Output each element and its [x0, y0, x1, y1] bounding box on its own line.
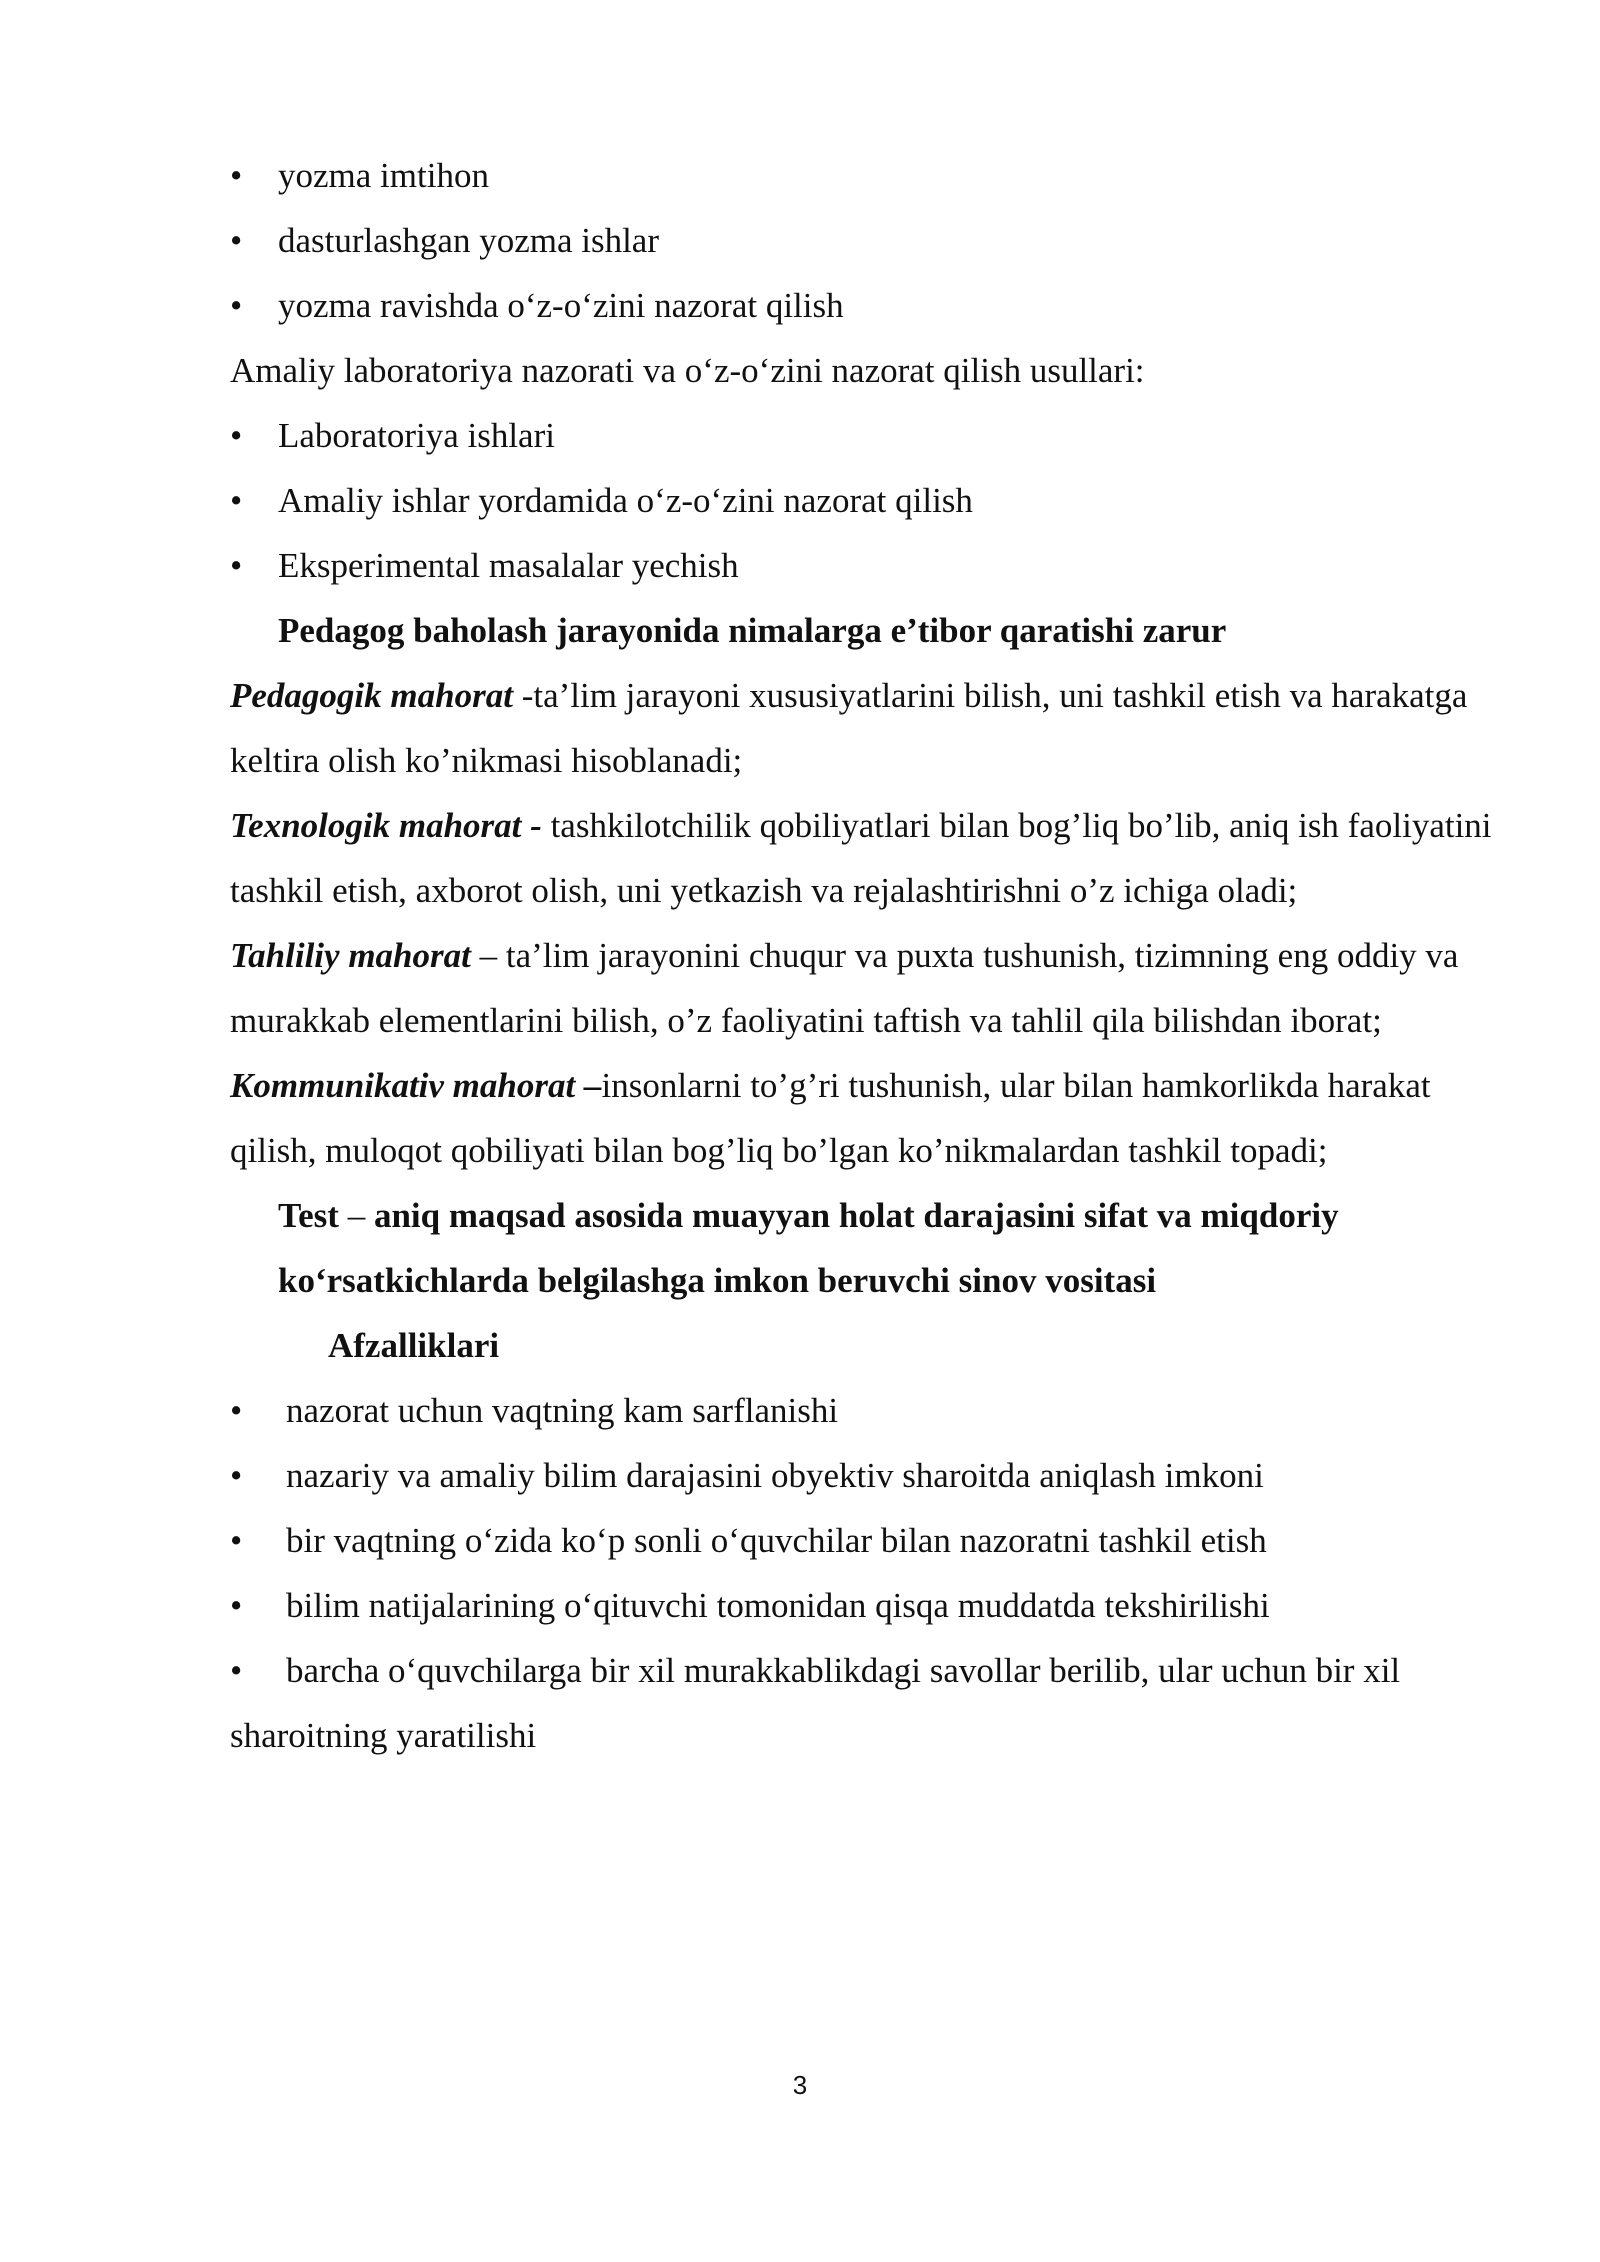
test-definition	[230, 1183, 1520, 1313]
bullet: •	[230, 1586, 243, 1625]
bullet: •	[230, 221, 243, 260]
list-item	[230, 468, 1520, 533]
list-item-text: Laboratoriya ishlari	[278, 416, 555, 455]
list-item-text: nazariy va amaliy bilim darajasini obyektiv sharoitda aniqlash imkoni	[286, 1456, 1264, 1495]
definition-text: – ta’lim jarayonini chuqur va puxta tushunish, tizimning eng oddiy va murakkab elementlarini bilish, o’z faoliyatini taftish va tahlil qila bilishdan iborat;	[230, 936, 1459, 1040]
list-item-text: bir vaqtning o‘zida ko‘p sonli o‘quvchilar bilan nazoratni tashkil etish	[286, 1521, 1267, 1560]
list-item	[230, 1443, 1520, 1508]
definition-paragraph	[230, 663, 1520, 793]
amaliy-heading: Amaliy laboratoriya nazorati va o‘z-o‘zini nazorat qilish usullari:	[230, 351, 1145, 390]
list-item	[230, 403, 1520, 468]
list-item-text: Amaliy ishlar yordamida o‘z-o‘zini nazorat qilish	[278, 481, 973, 520]
definition-term: Kommunikativ mahorat –	[230, 1066, 602, 1105]
page-number: 3	[792, 2070, 808, 2100]
definition-paragraph	[230, 923, 1520, 1053]
list-item-text: bilim natijalarining o‘qituvchi tomonidan qisqa muddatda tekshirilishi	[286, 1586, 1270, 1625]
list-item	[230, 208, 1520, 273]
definition-term: Pedagogik mahorat	[230, 676, 513, 715]
bullet: •	[230, 1521, 243, 1560]
test-dash: –	[338, 1196, 374, 1235]
bullet: •	[230, 1651, 243, 1690]
test-definition-text: aniq maqsad asosida muayyan holat darajasini sifat va miqdoriy ko‘rsatkichlarda belgilashga imkon beruvchi sinov vositasi	[278, 1196, 1339, 1300]
definition-text: -ta’lim jarayoni xususiyatlarini bilish, uni tashkil etish va harakatga keltira olish ko’nikmasi hisoblanadi;	[230, 676, 1468, 780]
list-item-text: barcha o‘quvchilarga bir xil murakkablikdagi savollar berilib, ular uchun bir xil sharoitning yaratilishi	[230, 1651, 1401, 1755]
bullet: •	[230, 156, 243, 195]
bullet: •	[230, 286, 243, 325]
list-item	[230, 1638, 1520, 1768]
definition-paragraph	[230, 1053, 1520, 1183]
list-item	[230, 1378, 1520, 1443]
list-item-text: Eksperimental masalalar yechish	[278, 546, 739, 585]
bullet: •	[230, 416, 243, 455]
list-item-text: yozma ravishda o‘z-o‘zini nazorat qilish	[278, 286, 844, 325]
definition-paragraph	[230, 793, 1520, 923]
definition-text: insonlarni to’g’ri tushunish, ular bilan hamkorlikda harakat qilish, muloqot qobiliyati bilan bog’liq bo’lgan ko’nikmalardan tashkil topadi;	[230, 1066, 1431, 1170]
definition-term: Tahliliy mahorat	[230, 936, 471, 975]
bullet: •	[230, 1456, 243, 1495]
list-item	[230, 1508, 1520, 1573]
definition-term: Texnologik mahorat -	[230, 806, 542, 845]
list-item-text: yozma imtihon	[278, 156, 489, 195]
list-item	[230, 273, 1520, 338]
list-item	[230, 143, 1520, 208]
list-item-text: nazorat uchun vaqtning kam sarflanishi	[286, 1391, 839, 1430]
bullet: •	[230, 481, 243, 520]
bullet: •	[230, 1391, 243, 1430]
list-item-text: dasturlashgan yozma ishlar	[278, 221, 660, 260]
definition-text: tashkilotchilik qobiliyatlari bilan bog’liq bo’lib, aniq ish faoliyatini tashkil etish, axborot olish, uni yetkazish va rejalashtirishni o’z ichiga oladi;	[230, 806, 1492, 910]
test-term: Test	[278, 1196, 339, 1235]
list-item	[230, 533, 1520, 598]
list-item	[230, 1573, 1520, 1638]
advantages-heading: Afzalliklari	[328, 1326, 500, 1365]
section-heading: Pedagog baholash jarayonida nimalarga e’tibor qaratishi zarur	[278, 611, 1227, 650]
document-page	[230, 143, 1520, 1768]
bullet: •	[230, 546, 243, 585]
